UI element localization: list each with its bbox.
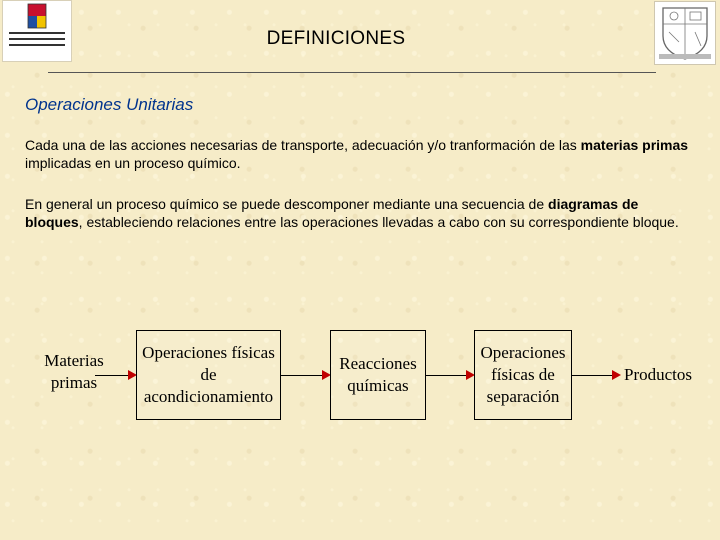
arrow-1 — [95, 375, 135, 376]
p1-text: Cada una de las acciones necesarias de transporte, adecuación y/o tranformación de las — [25, 137, 577, 153]
section-subtitle: Operaciones Unitarias — [25, 95, 194, 114]
header-divider — [48, 72, 656, 73]
arrow-3 — [426, 375, 473, 376]
page-title: DEFINICIONES — [266, 28, 406, 49]
coat-of-arms — [654, 1, 716, 65]
p1-text-end: implicadas en un proceso químico. — [25, 155, 241, 171]
p1-bold-term: materias primas — [580, 137, 689, 153]
output-label: Productos — [624, 365, 692, 384]
process-paragraph — [25, 195, 695, 231]
block-acondicionamiento — [136, 330, 281, 420]
block-reacciones-label: Reacciones químicas — [339, 354, 417, 395]
p2-text: En general un proceso químico se puede descomponer mediante una secuencia de — [25, 196, 545, 212]
input-label: Materias primas — [44, 351, 104, 392]
p2-text-end: , estableciendo relaciones entre las operaciones llevadas a cabo con su correspondiente bloque. — [78, 214, 679, 230]
block-separacion-label: Operaciones físicas de separación — [480, 343, 566, 406]
block-diagram — [0, 325, 720, 425]
coat-of-arms-icon — [655, 2, 715, 64]
block-acondicionamiento-label: Operaciones físicas de acondicionamiento — [142, 343, 275, 406]
block-separacion — [474, 330, 572, 420]
arrow-2 — [281, 375, 329, 376]
block-reacciones — [330, 330, 426, 420]
arrow-4 — [572, 375, 619, 376]
definition-paragraph — [25, 136, 695, 172]
p2-bold-term: diagramas de bloques — [25, 196, 639, 230]
